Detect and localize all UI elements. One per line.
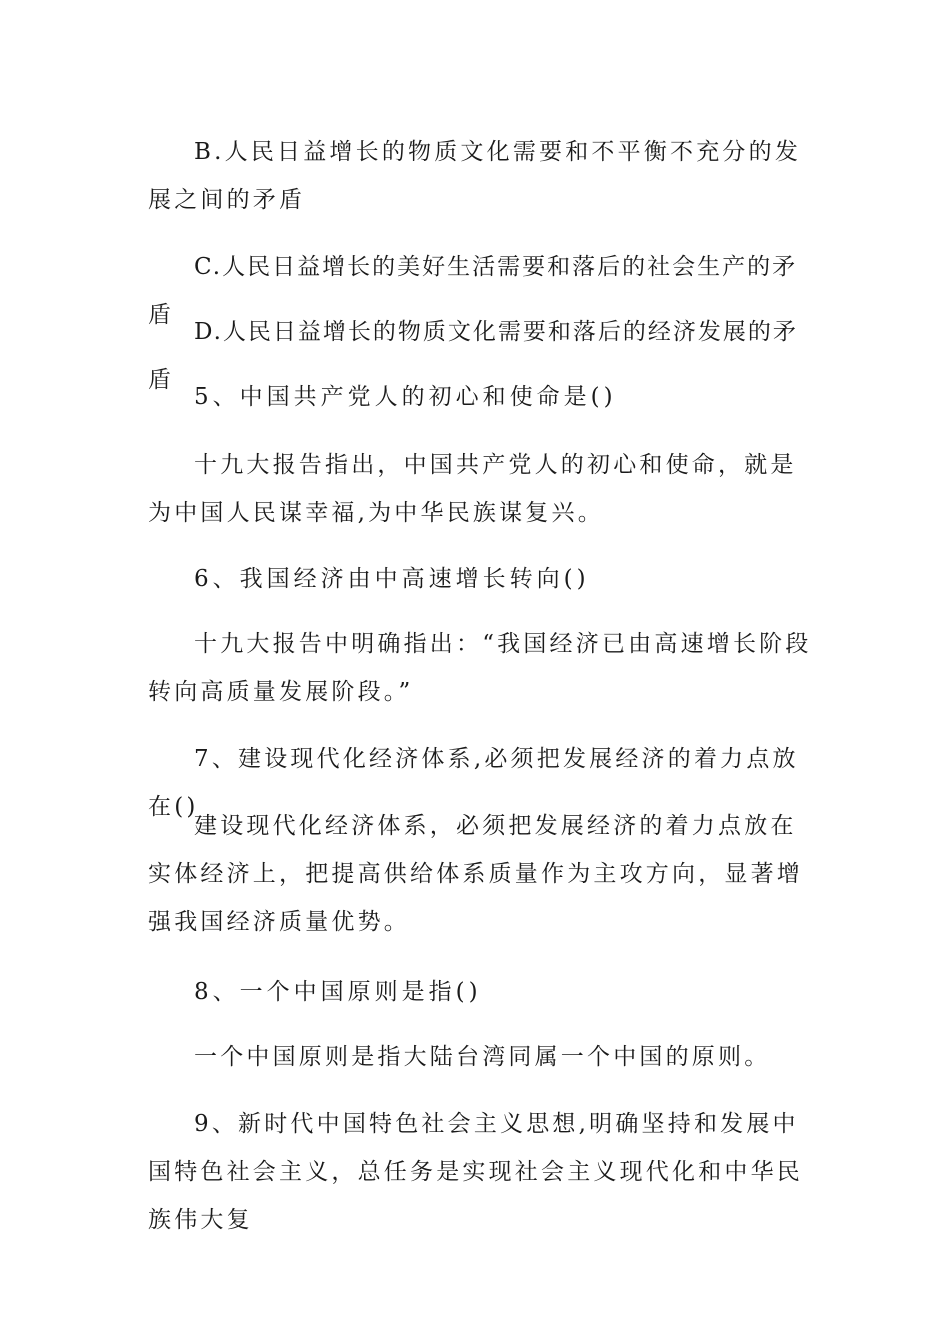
question-7: 7、建设现代化经济体系,必须把发展经济的着力点放在() bbox=[148, 746, 799, 820]
question-9: 9、新时代中国特色社会主义思想,明确坚持和发展中国特色社会主义，总任务是实现社会主义现代化和中华民族伟大复 bbox=[148, 1111, 803, 1233]
answer-8: 一个中国原则是指大陆台湾同属一个中国的原则。 bbox=[194, 1044, 771, 1070]
answer-6: 十九大报告中明确指出：“我国经济已由高速增长阶段转向高质量发展阶段。” bbox=[148, 631, 812, 705]
question-8: 8、一个中国原则是指() bbox=[194, 979, 482, 1005]
answer-7: 建设现代化经济体系，必须把发展经济的着力点放在实体经济上，把提高供给体系质量作为主攻方向，显著增强我国经济质量优势。 bbox=[148, 813, 803, 935]
option-c: C.人民日益增长的美好生活需要和落后的社会生产的矛盾 bbox=[148, 254, 798, 328]
question-5: 5、中国共产党人的初心和使命是() bbox=[194, 384, 617, 410]
answer-5: 十九大报告指出，中国共产党人的初心和使命，就是为中国人民谋幸福,为中华民族谋复兴。 bbox=[148, 452, 797, 526]
option-b: B.人民日益增长的物质文化需要和不平衡不充分的发展之间的矛盾 bbox=[148, 139, 802, 213]
question-6: 6、我国经济由中高速增长转向() bbox=[194, 566, 590, 592]
option-d: D.人民日益增长的物质文化需要和落后的经济发展的矛盾 bbox=[148, 319, 798, 393]
